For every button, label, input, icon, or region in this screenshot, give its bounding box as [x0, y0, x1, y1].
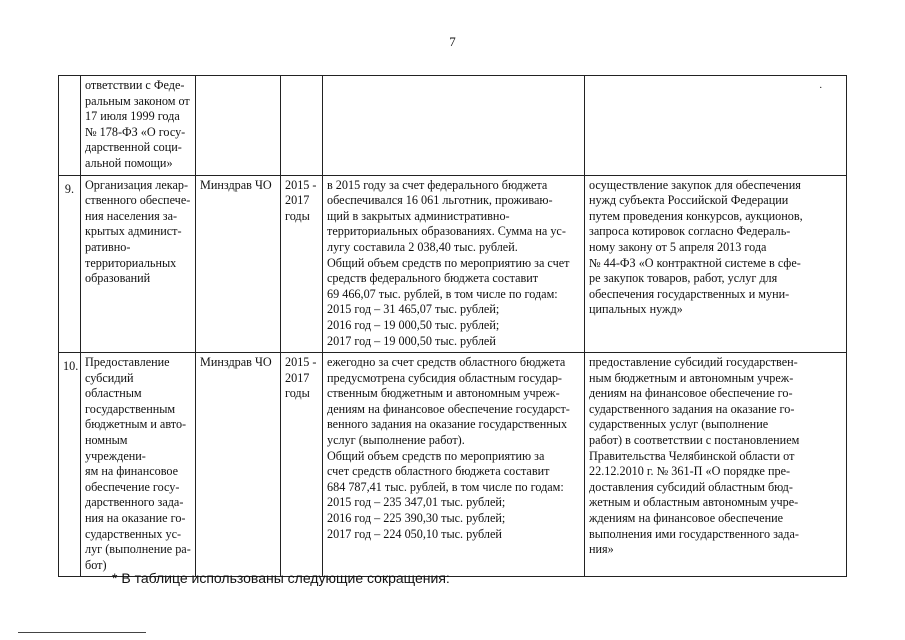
cell-executor: Минздрав ЧО: [196, 353, 281, 577]
page-number: 7: [449, 34, 456, 49]
cell-executor: [196, 76, 281, 176]
cell-name: Организация лекар- ственного обеспече- ния населения за- крытых админист- ративно- территориальных образований: [81, 175, 196, 353]
cell-period: 2015 - 2017 годы: [281, 353, 323, 577]
table-row-continuation: [59, 76, 847, 176]
cell-executor: Минздрав ЧО: [196, 175, 281, 353]
cell-name: Предоставление субсидий областным государственным бюджетным и авто- номным учреждени- ям на финансовое обеспечение госу- дарственного зада- ния на оказание го- сударственных ус- луг (выполнение ра- бот): [81, 353, 196, 577]
table-row: [59, 175, 847, 353]
footnote: * В таблице использованы следующие сокращения:: [112, 570, 450, 586]
cell-num: 10.: [59, 353, 81, 577]
cell-funding: ежегодно за счет средств областного бюджета предусмотрена субсидия областным государ- ственным бюджетным и автономным учреж- дениям на финансовое обеспечение государст- венного задания на оказание государственных услуг (выполнение работ). Общий объем средств по мероприятию за счет средств областного бюджета составит 684 787,41 тыс. рублей, в том числе по годам: 2015 год – 235 347,01 тыс. рублей; 2016 год – 225 390,30 тыс. рублей; 2017 год – 224 050,10 тыс. рублей: [323, 353, 585, 577]
stray-mark: .: [819, 80, 822, 91]
cell-num: 9.: [59, 175, 81, 353]
cell-mechanism: [585, 76, 847, 176]
cell-mechanism: осуществление закупок для обеспечения нужд субъекта Российской Федерации путем проведения конкурсов, аукционов, запроса котировок согласно Федераль- ному закону от 5 апреля 2013 года № 44-ФЗ «О контрактной системе в сфе- ре закупок товаров, работ, услуг для обеспечения государственных и муни- ципальных нужд»: [585, 175, 847, 353]
measures-table: [58, 75, 847, 577]
cell-funding: [323, 76, 585, 176]
footnote-rule: [18, 632, 146, 633]
cell-funding: в 2015 году за счет федерального бюджета обеспечивался 16 061 льготник, проживаю- щий в закрытых административно- территориальных образованиях. Сумма на ус- лугу составила 2 038,40 тыс. рублей. Общий объем средств по мероприятию за счет средств федерального бюджета составит 69 466,07 тыс. рублей, в том числе по годам: 2015 год – 31 465,07 тыс. рублей; 2016 год – 19 000,50 тыс. рублей; 2017 год – 19 000,50 тыс. рублей: [323, 175, 585, 353]
cell-mechanism: предоставление субсидий государствен- ным бюджетным и автономным учреж- дениям на финансовое обеспечение го- сударственного задания на оказание го- сударственных услуг (выполнение работ) в соответствии с постановлением Правительства Челябинской области от 22.12.2010 г. № 361-П «О порядке пре- доставления субсидий областным бюд- жетным и областным автономным учре- ждениям на финансовое обеспечение выполнения ими государственного зада- ния»: [585, 353, 847, 577]
cell-num: [59, 76, 81, 176]
cell-period: 2015 - 2017 годы: [281, 175, 323, 353]
cell-name: ответствии с Феде- ральным законом от 17 июля 1999 года № 178-ФЗ «О госу- дарственной соци- альной помощи»: [81, 76, 196, 176]
cell-period: [281, 76, 323, 176]
table-row: [59, 353, 847, 577]
